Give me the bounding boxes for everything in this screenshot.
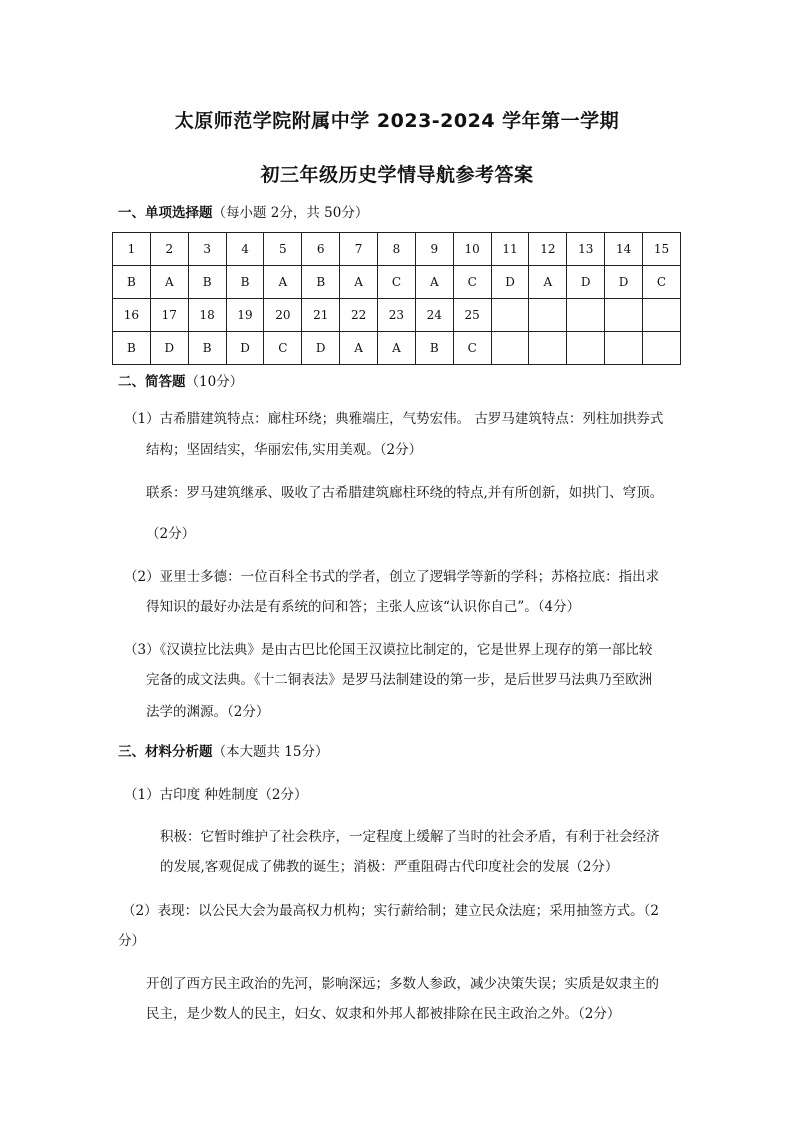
answer-cell xyxy=(491,332,529,365)
answer-cell: C xyxy=(453,266,491,299)
section3-heading-line xyxy=(118,743,328,761)
section2-heading: 二、简答题 xyxy=(118,374,186,390)
section3-note: （本大题共 15分） xyxy=(212,744,329,760)
answer-cell xyxy=(643,332,681,365)
answer-cell: A xyxy=(150,266,188,299)
question-number-cell: 9 xyxy=(415,233,453,266)
s3-q1-line3: 的发展,客观促成了佛教的诞生；消极：严重阻碍古代印度社会的发展（2分） xyxy=(160,859,619,875)
question-number-cell: 14 xyxy=(605,233,643,266)
question-number-cell: 12 xyxy=(529,233,567,266)
answer-cell: D xyxy=(605,266,643,299)
s3-q2-line4: 民主，是少数人的民主，妇女、奴隶和外邦人都被排除在民主政治之外。（2分） xyxy=(146,1006,621,1022)
s3-q2-line3: 开创了西方民主政治的先河，影响深远；多数人参政，减少决策失误；实质是奴隶主的 xyxy=(146,976,659,992)
answer-cell: B xyxy=(415,332,453,365)
s2-q1-line3: 联系：罗马建筑继承、吸收了古希腊建筑廊柱环绕的特点,并有所创新，如拱门、穹顶。 xyxy=(146,485,664,501)
s2-q3-line3: 法学的渊源。（2分） xyxy=(146,704,270,720)
answer-cell: B xyxy=(188,266,226,299)
question-number-cell: 6 xyxy=(302,233,340,266)
answer-row xyxy=(113,332,681,365)
answer-cell: B xyxy=(113,332,151,365)
answer-cell xyxy=(529,332,567,365)
answer-cell: B xyxy=(113,266,151,299)
s2-q3-line1: （3）《汉谟拉比法典》是由古巴比伦国王汉谟拉比制定的，它是世界上现存的第一部比较 xyxy=(124,642,653,658)
answer-cell: C xyxy=(378,266,416,299)
section1-note: （每小题 2分，共 50分） xyxy=(212,205,369,221)
question-number-cell: 16 xyxy=(113,299,151,332)
answer-cell: A xyxy=(415,266,453,299)
answer-row xyxy=(113,266,681,299)
s2-q1-line1: （1）古希腊建筑特点：廊柱环绕；典雅端庄，气势宏伟。 古罗马建筑特点：列柱加拱券式 xyxy=(124,411,664,427)
question-number-cell xyxy=(643,299,681,332)
question-number-cell xyxy=(529,299,567,332)
answer-cell: C xyxy=(643,266,681,299)
question-number-cell: 18 xyxy=(188,299,226,332)
question-number-cell: 23 xyxy=(378,299,416,332)
question-number-row xyxy=(113,233,681,266)
question-number-cell: 21 xyxy=(302,299,340,332)
question-number-row xyxy=(113,299,681,332)
answer-cell: C xyxy=(453,332,491,365)
document-title-line1: 太原师范学院附属中学 2023-2024 学年第一学期 xyxy=(174,110,620,132)
document-title-line2: 初三年级历史学情导航参考答案 xyxy=(260,164,534,186)
question-number-cell: 1 xyxy=(113,233,151,266)
question-number-cell: 2 xyxy=(150,233,188,266)
question-number-cell: 7 xyxy=(340,233,378,266)
answer-cell: B xyxy=(302,266,340,299)
s2-q3-line2: 完备的成文法典。《十二铜表法》是罗马法制建设的第一步，是后世罗马法典乃至欧洲 xyxy=(146,672,653,688)
answer-cell xyxy=(605,332,643,365)
answer-cell: B xyxy=(188,332,226,365)
answer-cell xyxy=(567,332,605,365)
question-number-cell: 15 xyxy=(643,233,681,266)
question-number-cell: 10 xyxy=(453,233,491,266)
section2-note: （10分） xyxy=(185,374,244,390)
answer-cell: C xyxy=(264,332,302,365)
question-number-cell: 22 xyxy=(340,299,378,332)
s2-q1-line4: （2分） xyxy=(146,526,196,542)
question-number-cell xyxy=(567,299,605,332)
s3-q1-line1: （1）古印度 种姓制度（2分） xyxy=(124,787,308,803)
question-number-cell: 19 xyxy=(226,299,264,332)
s3-q2-line1: （2）表现：以公民大会为最高权力机构；实行薪给制；建立民众法庭；采用抽签方式。（2 xyxy=(122,903,659,919)
answer-cell: B xyxy=(226,266,264,299)
answer-cell: D xyxy=(150,332,188,365)
answer-cell: A xyxy=(340,266,378,299)
question-number-cell: 20 xyxy=(264,299,302,332)
question-number-cell: 8 xyxy=(378,233,416,266)
question-number-cell xyxy=(491,299,529,332)
answer-cell: D xyxy=(226,332,264,365)
answer-cell: A xyxy=(378,332,416,365)
section2-heading-line xyxy=(118,373,243,391)
question-number-cell: 25 xyxy=(453,299,491,332)
answer-cell: A xyxy=(529,266,567,299)
answer-cell: A xyxy=(264,266,302,299)
answer-cell: D xyxy=(491,266,529,299)
question-number-cell: 4 xyxy=(226,233,264,266)
section1-heading: 一、单项选择题 xyxy=(118,205,213,221)
section1-heading-line xyxy=(118,204,368,222)
s2-q2-line2: 得知识的最好办法是有系统的问和答；主张人应该“认识你自己”。（4分） xyxy=(146,599,581,615)
question-number-cell: 17 xyxy=(150,299,188,332)
answer-cell: D xyxy=(567,266,605,299)
question-number-cell xyxy=(605,299,643,332)
section3-heading: 三、材料分析题 xyxy=(118,744,213,760)
s2-q1-line2: 结构；坚固结实，华丽宏伟,实用美观。（2分） xyxy=(146,442,423,458)
s3-q2-line2: 分） xyxy=(118,933,145,949)
question-number-cell: 3 xyxy=(188,233,226,266)
question-number-cell: 5 xyxy=(264,233,302,266)
question-number-cell: 11 xyxy=(491,233,529,266)
question-number-cell: 24 xyxy=(415,299,453,332)
answer-table xyxy=(112,232,681,365)
s2-q2-line1: （2）亚里士多德：一位百科全书式的学者，创立了逻辑学等新的学科；苏格拉底：指出求 xyxy=(124,569,660,585)
answer-cell: D xyxy=(302,332,340,365)
question-number-cell: 13 xyxy=(567,233,605,266)
s3-q1-line2: 积极：它暂时维护了社会秩序，一定程度上缓解了当时的社会矛盾，有利于社会经济 xyxy=(160,829,660,845)
answer-cell: A xyxy=(340,332,378,365)
